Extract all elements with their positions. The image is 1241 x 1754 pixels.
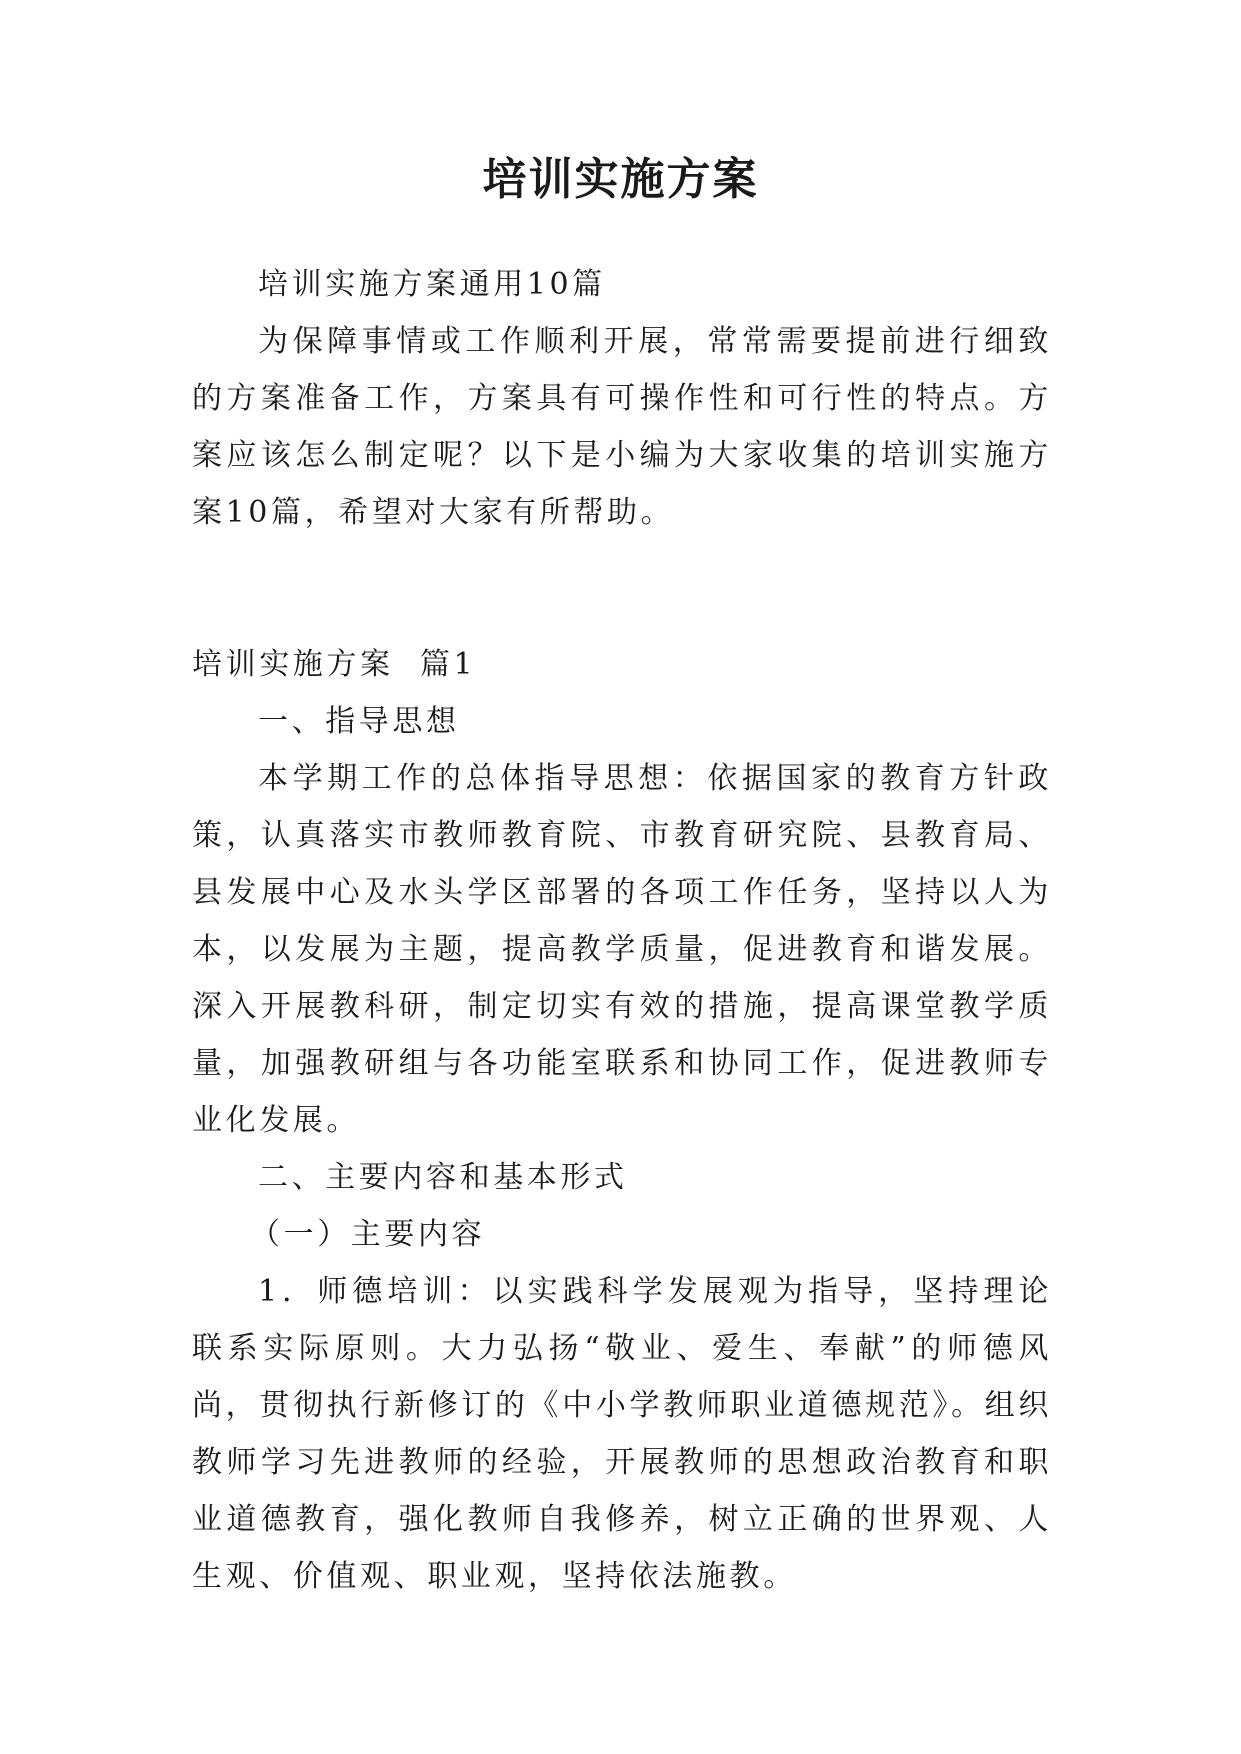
document-title: 培训实施方案 — [482, 154, 759, 205]
part2-heading: 二、主要内容和基本形式 — [258, 1160, 628, 1195]
item1-paragraph: 1．师德培训：以实践科学发展观为指导，坚持理论联系实际原则。大力弘扬“敬业、爱生、奉献”的师德风尚，贯彻执行新修订的《中小学教师职业道德规范》。组织教师学习先进教师的经验，开展教师的思想政治教育和职业道德教育，强化教师自我修养，树立正确的世界观、人生观、价值观、职业观，坚持依法施教。 — [192, 1274, 1052, 1594]
section-1 — [192, 636, 1052, 1605]
part1-heading: 一、指导思想 — [258, 704, 460, 739]
subtitle-paragraph: 培训实施方案通用10篇 — [258, 267, 606, 302]
part1-paragraph: 本学期工作的总体指导思想：依据国家的教育方针政策，认真落实市教师教育院、市教育研究院、县教育局、县发展中心及水头学区部署的各项工作任务，坚持以人为本，以发展为主题，提高教学质量，促进教育和谐发展。深入开展教科研，制定切实有效的措施，提高课堂教学质量，加强教研组与各功能室联系和协同工作，促进教师专业化发展。 — [192, 761, 1052, 1138]
intro-block — [192, 256, 1052, 541]
intro-paragraph: 为保障事情或工作顺利开展，常常需要提前进行细致的方案准备工作，方案具有可操作性和可行性的特点。方案应该怎么制定呢？以下是小编为大家收集的培训实施方案10篇，希望对大家有所帮助。 — [192, 324, 1052, 530]
part2-sub-heading: （一）主要内容 — [250, 1217, 486, 1252]
section-heading: 培训实施方案 篇1 — [192, 647, 477, 682]
